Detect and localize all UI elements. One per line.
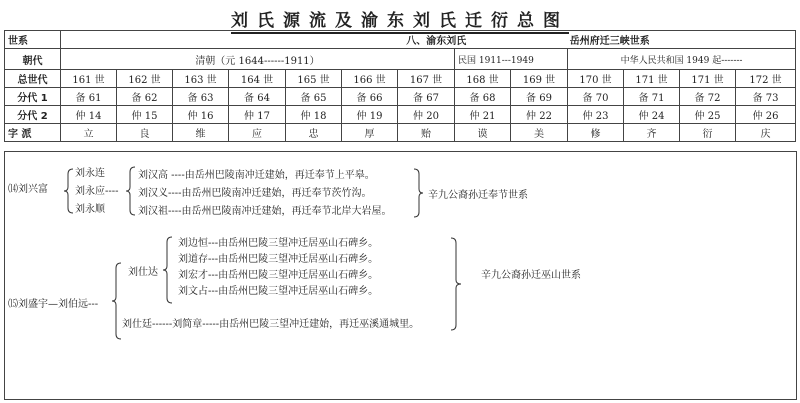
tree1-son: 刘永应---- (75, 186, 119, 197)
total-gen-label: 总世代 (5, 70, 61, 88)
tree2-brace-son-a (163, 236, 173, 304)
zipai-cell: 修 (568, 124, 624, 142)
branch2-cell: 仲 15 (117, 106, 173, 124)
branch2-cell: 仲 18 (286, 106, 342, 124)
branch2-cell: 仲 20 (398, 106, 455, 124)
zipai-cell: 应 (229, 124, 286, 142)
tree2-grandson: 刘宏才---由岳州巴陵三望冲迁居巫山石碑乡。 (178, 270, 379, 281)
branch-title: 八、渝东刘氏 (406, 36, 467, 47)
branch1-cell: 备 66 (342, 88, 398, 106)
tree2-brace-summary (450, 237, 462, 331)
tree1-grandson: 刘汉义----由岳州巴陵南冲迁建始，再迁奉节茨竹沟。 (138, 188, 372, 199)
branch1-cell: 备 70 (568, 88, 624, 106)
total-gen-cell: 164 世 (229, 70, 286, 88)
total-gen-cell: 165 世 (286, 70, 342, 88)
branch2-row (5, 106, 796, 124)
dynasty-minguo: 民国 1911---1949 (455, 49, 568, 70)
total-gen-cell: 171 世 (624, 70, 680, 88)
tree1-grandson: 刘汉祖----由岳州巴陵南冲迁建始，再迁奉节北岸大岩屋。 (138, 206, 392, 217)
branch2-cell: 仲 23 (568, 106, 624, 124)
generation-table (4, 30, 796, 142)
tree1-son: 刘永顺 (75, 204, 105, 215)
branch2-cell: 仲 25 (680, 106, 736, 124)
title-text: 刘氏源流及渝东刘氏迁衍总图 (231, 11, 569, 34)
tree1-brace-sons (126, 166, 136, 216)
branch1-cell: 备 67 (398, 88, 455, 106)
tree2-grandson: 刘道存---由岳州巴陵三望冲迁居巫山石碑乡。 (178, 254, 379, 265)
branch1-cell: 备 61 (61, 88, 117, 106)
zipai-cell: 衍 (680, 124, 736, 142)
total-gen-cell: 168 世 (455, 70, 511, 88)
lineage-tree-block (4, 151, 797, 400)
branch1-cell: 备 68 (455, 88, 511, 106)
total-gen-cell: 161 世 (61, 70, 117, 88)
zipai-cell: 立 (61, 124, 117, 142)
tree2-grandson: 刘文占---由岳州巴陵三望冲迁居巫山石碑乡。 (178, 286, 379, 297)
total-gen-cell: 163 世 (173, 70, 229, 88)
total-gen-cell: 170 世 (568, 70, 624, 88)
tree1-brace-root (64, 168, 74, 214)
branch1-cell: 备 71 (624, 88, 680, 106)
zipai-cell: 谟 (455, 124, 511, 142)
zipai-row (5, 124, 796, 142)
branch-subtitle: 岳州府迁三峡世系 (569, 36, 650, 47)
branch-header (61, 31, 796, 49)
total-gen-cell: 172 世 (736, 70, 796, 88)
branch2-cell: 仲 17 (229, 106, 286, 124)
lineage-row (5, 31, 796, 49)
branch1-cell: 备 65 (286, 88, 342, 106)
dynasty-qing: 清朝（元 1644------1911） (61, 49, 455, 70)
branch1-cell: 备 64 (229, 88, 286, 106)
total-gen-row (5, 70, 796, 88)
total-gen-cell: 166 世 (342, 70, 398, 88)
branch2-cell: 仲 24 (624, 106, 680, 124)
tree2-son-b: 刘仕廷------刘简章-----由岳州巴陵三望冲迁建始，再迁巫溪通城里。 (122, 319, 420, 330)
branch1-cell: 备 72 (680, 88, 736, 106)
total-gen-cell: 169 世 (511, 70, 568, 88)
zipai-cell: 维 (173, 124, 229, 142)
page-title (0, 6, 800, 31)
branch2-cell: 仲 21 (455, 106, 511, 124)
branch1-label: 分代 1 (5, 88, 61, 106)
zipai-cell: 齐 (624, 124, 680, 142)
branch2-cell: 仲 26 (736, 106, 796, 124)
branch2-cell: 仲 22 (511, 106, 568, 124)
total-gen-cell: 167 世 (398, 70, 455, 88)
tree2-grandson: 刘边恒---由岳州巴陵三望冲迁居巫山石碑乡。 (178, 238, 379, 249)
tree1-son: 刘永连 (75, 168, 105, 179)
tree1-root: ⒁刘兴富 (8, 184, 48, 195)
lineage-label: 世系 (5, 31, 61, 49)
tree2-root: ⒂刘盛宇—刘伯远--- (8, 299, 99, 310)
zipai-cell: 厚 (342, 124, 398, 142)
tree1-grandson: 刘汉高 ----由岳州巴陵南冲迁建始，再迁奉节上平皋。 (138, 170, 375, 181)
branch2-cell: 仲 16 (173, 106, 229, 124)
branch2-cell: 仲 19 (342, 106, 398, 124)
zipai-label: 字 派 (5, 124, 61, 142)
dynasty-label: 朝代 (5, 49, 61, 70)
branch1-cell: 备 62 (117, 88, 173, 106)
branch1-cell: 备 63 (173, 88, 229, 106)
zipai-cell: 忠 (286, 124, 342, 142)
zipai-cell: 良 (117, 124, 173, 142)
tree1-summary: 辛九公裔孙迁奉节世系 (428, 190, 528, 201)
zipai-cell: 庆 (736, 124, 796, 142)
tree1-brace-summary (413, 168, 423, 218)
branch1-row (5, 88, 796, 106)
total-gen-cell: 162 世 (117, 70, 173, 88)
total-gen-cell: 171 世 (680, 70, 736, 88)
tree2-son-a: 刘仕达 (128, 267, 158, 278)
tree2-brace-root (112, 262, 122, 340)
dynasty-prc: 中华人民共和国 1949 起------- (568, 49, 796, 70)
zipai-cell: 美 (511, 124, 568, 142)
tree2-summary: 辛九公裔孙迁巫山世系 (481, 270, 581, 281)
branch2-label: 分代 2 (5, 106, 61, 124)
branch1-cell: 备 73 (736, 88, 796, 106)
branch1-cell: 备 69 (511, 88, 568, 106)
branch2-cell: 仲 14 (61, 106, 117, 124)
zipai-cell: 贻 (398, 124, 455, 142)
dynasty-row (5, 49, 796, 70)
